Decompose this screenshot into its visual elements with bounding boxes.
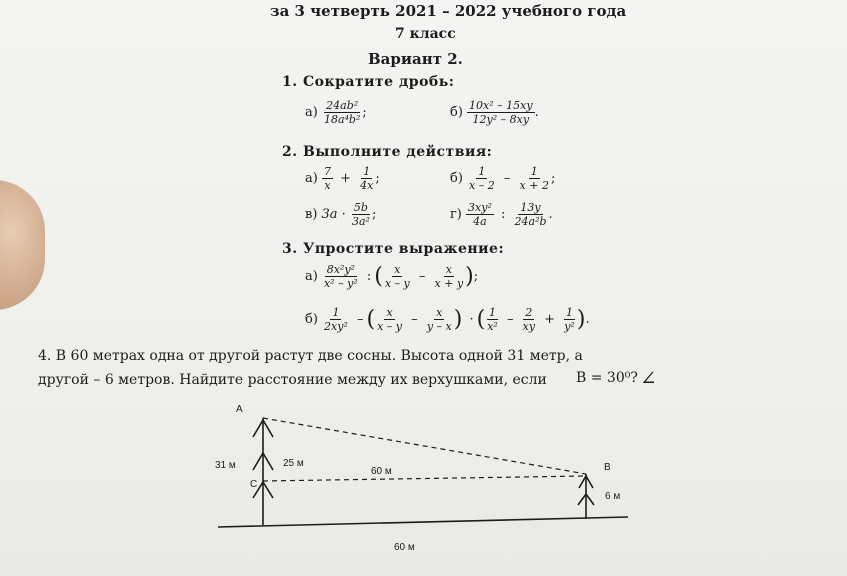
task4-line2: другой – 6 метров. Найдите расстояние между их верхушками, если [38,372,547,388]
dashed-line-ab [263,418,586,474]
task2-c: в) 3a · $\frac{5b}{\text{3a²}}$ ; [305,201,377,228]
header-quarter: за 3 четверть 2021 – 2022 учебного года [270,2,627,20]
task3-a: а) $\frac{\text{8x²y²}}{\text{x² – y²}}$ : ( $\frac{x}{x - y}$ – $\frac{x}{x + y}$ ); [305,263,479,290]
task3-title: 3. Упростите выражение: [282,241,505,257]
task4-line1: 4. В 60 метрах одна от другой растут две сосны. Высота одной 31 метр, а [38,348,583,364]
task1-a: а) $\frac{\text{24ab²}}{\text{18a⁴b²}}$ ; [305,99,367,126]
label-height-left: 31 м [215,460,236,471]
label-segment-ac: 25 м [283,458,304,469]
task2-title: 2. Выполните действия: [282,144,493,160]
task1-a-fraction: $\frac{\text{24ab²}}{\text{18a⁴b²}}$ [323,99,361,126]
task4-condition: B = 30⁰? [576,370,638,386]
task1-b-fraction: $\frac{\text{10x² – 15xy}}{\text{12y² – 8xy}}$ [469,99,533,126]
task1-title: 1. Сократите дробь: [282,74,455,90]
task3-b: б) $\frac{1}{\text{2xy²}}$ – ( $\frac{x}{x - y}$ – $\frac{x}{y - x}$ ) · ( $\frac{1}{\text{x²}}$ – $\frac{2}{xy}$ + $\frac{1}{\text{y²}}$ ). [305,306,590,333]
label-point-a: A [236,404,243,415]
task2-d: г) $\frac{\text{3xy²}}{4a}$ : $\frac{13y}{\text{24a²b}}$ . [450,201,553,228]
angle-icon: ∠ [640,366,657,390]
task1-b-label: б) [450,105,463,120]
header-variant: Вариант 2. [368,50,463,68]
label-dash-distance: 60 м [371,466,392,477]
task1-a-label: а) [305,105,318,120]
task2-b: б) $\frac{1}{x - 2}$ – $\frac{1}{x + 2}$ ; [450,165,556,192]
label-point-c: C [250,479,258,490]
ground-line [218,517,628,527]
dashed-line-cb [263,476,586,481]
task2-a: а) $\frac{7}{x}$ + $\frac{1}{4x}$ ; [305,165,380,192]
header-grade: 7 класс [395,26,456,42]
task1-b: б) $\frac{\text{10x² – 15xy}}{\text{12y² – 8xy}}$ . [450,99,539,126]
label-point-b: B [604,462,611,473]
label-ground-distance: 60 м [394,542,415,553]
label-height-right: 6 м [605,491,621,502]
